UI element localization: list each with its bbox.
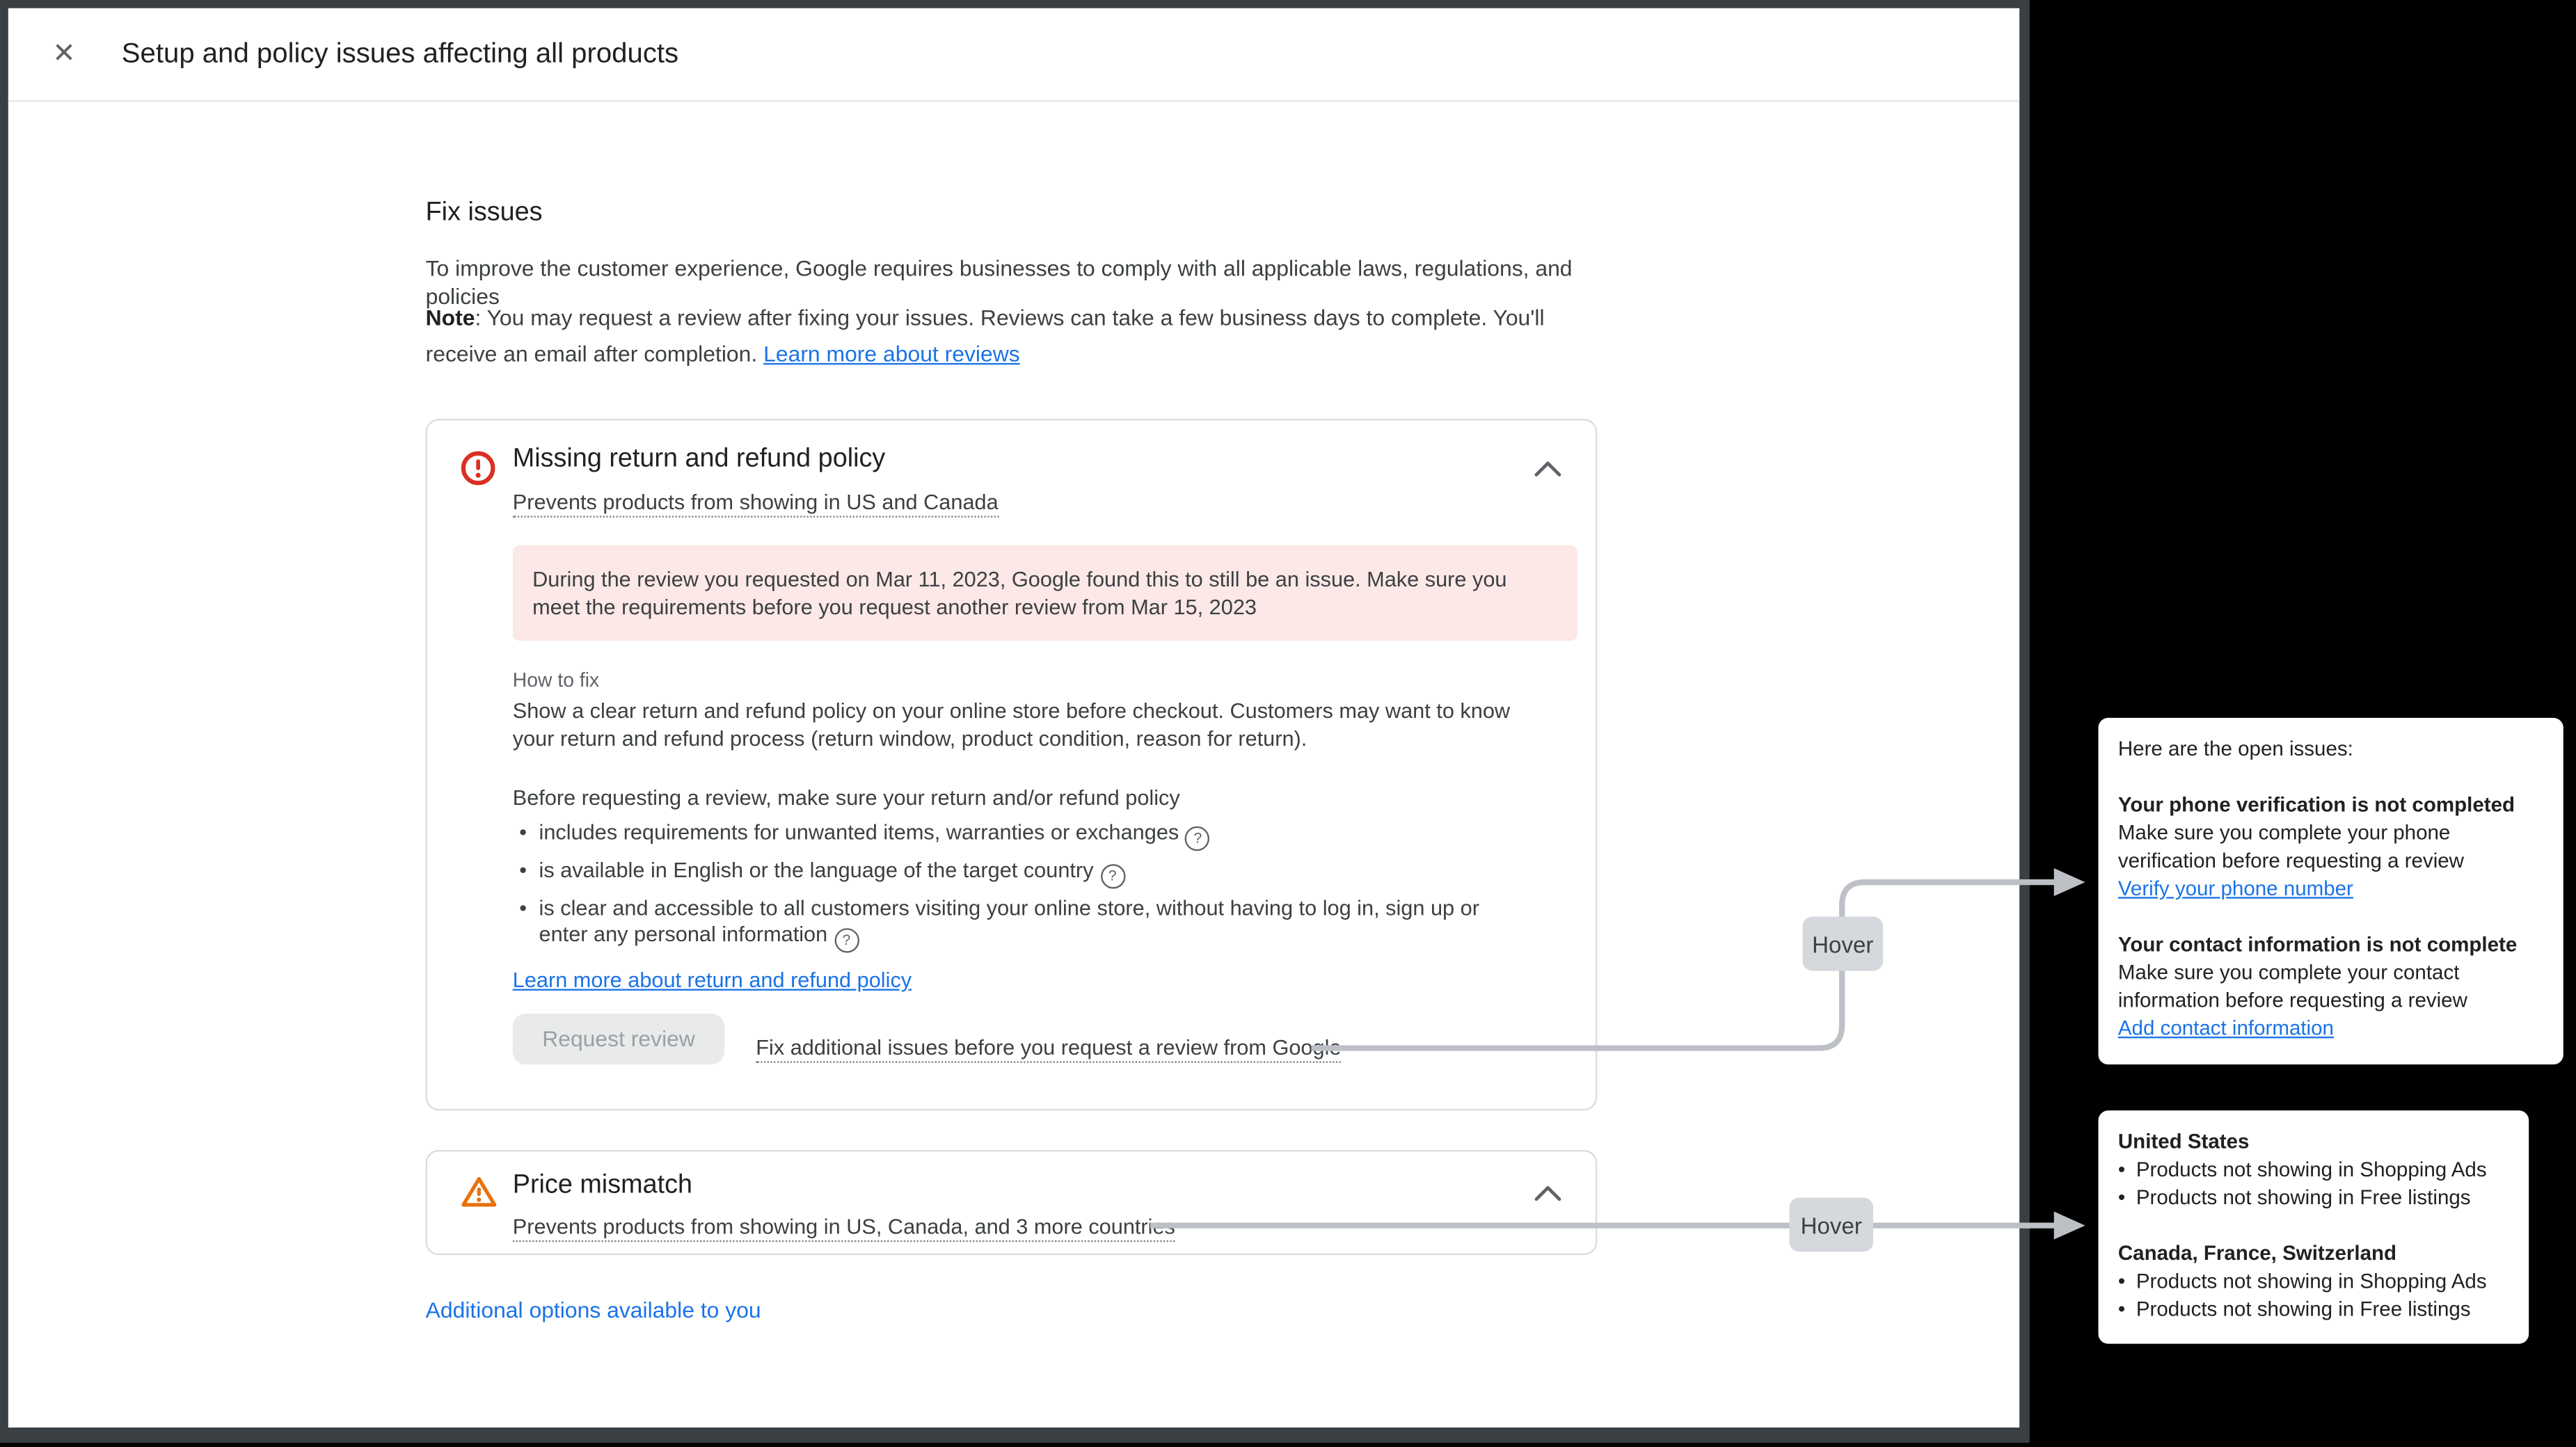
intro-text: To improve the customer experience, Google requires businesses to comply with all applicable laws, regulations, and policies	[425, 256, 1573, 309]
tooltip-section-title: Your phone verification is not completed	[2117, 793, 2515, 817]
arrowhead-icon	[2054, 868, 2085, 896]
issue-subtitle-hover-trigger[interactable]: Prevents products from showing in US and Canada	[513, 490, 999, 514]
hover-cursor-label: Hover	[1790, 1197, 1873, 1252]
policy-checklist	[519, 820, 1515, 959]
additional-options-link[interactable]: Additional options available to you	[425, 1297, 761, 1322]
tooltip-list-item: • Products not showing in Free listings	[2117, 1185, 2471, 1209]
help-icon[interactable]: ?	[1186, 826, 1210, 850]
issue-card-price-mismatch	[426, 1150, 1598, 1255]
checklist-item: • is available in English or the language of the target country ?	[519, 857, 1515, 888]
learn-more-return-refund-link[interactable]: Learn more about return and refund policy	[512, 967, 912, 993]
issue-card-return-refund-policy	[426, 419, 1598, 1110]
fix-issues-heading: Fix issues	[425, 198, 543, 227]
chevron-up-icon[interactable]	[1533, 456, 1563, 476]
tooltip-list-item: • Products not showing in Shopping Ads	[2117, 1158, 2487, 1181]
tooltip-section-body: Make sure you complete your contact information before requesting a review	[2117, 961, 2467, 1012]
issue-subtitle-hover-trigger[interactable]: Prevents products from showing in US, Canada, and 3 more countries	[513, 1214, 1175, 1238]
how-to-fix-text: Show a clear return and refund policy on your online store before checkout. Customers may want to know your return and refund process (return window, product condition, reason for return).	[512, 698, 1511, 750]
tooltip-section-body: Make sure you complete your phone verification before requesting a review	[2117, 821, 2464, 872]
dialog-title: Setup and policy issues affecting all products	[121, 38, 679, 70]
tooltip-section-title: Canada, France, Switzerland	[2117, 1242, 2397, 1265]
issue-title: Missing return and refund policy	[512, 445, 886, 474]
how-to-fix-label: How to fix	[512, 669, 600, 692]
tooltip-intro: Here are the open issues:	[2117, 737, 2353, 761]
close-icon[interactable]: ✕	[52, 38, 76, 70]
add-contact-information-link[interactable]: Add contact information	[2117, 1016, 2334, 1040]
learn-more-reviews-link[interactable]: Learn more about reviews	[763, 342, 1020, 367]
checklist-intro: Before requesting a review, make sure your return and/or refund policy	[512, 785, 1180, 810]
verify-phone-number-link[interactable]: Verify your phone number	[2117, 877, 2353, 901]
note-text: Note: You may request a review after fixing your issues. Reviews can take a few business days to complete. You'll receive an email after completion. Learn more about reviews	[425, 305, 1545, 367]
tooltip-section-title: Your contact information is not complete	[2117, 933, 2518, 957]
help-icon[interactable]: ?	[1100, 863, 1124, 888]
tooltip-list-item: • Products not showing in Free listings	[2117, 1297, 2471, 1321]
tooltip-list-item: • Products not showing in Shopping Ads	[2117, 1270, 2487, 1293]
checklist-item: • includes requirements for unwanted items, warranties or exchanges ?	[519, 820, 1515, 850]
review-alert-banner: During the review you requested on Mar 11, 2023, Google found this to still be an issue. Make sure you meet the requirements before you request another review from Mar 15, 2023	[513, 545, 1577, 641]
chevron-up-icon[interactable]	[1533, 1181, 1563, 1201]
arrowhead-icon	[2054, 1212, 2085, 1240]
tooltip-section-title: United States	[2117, 1130, 2250, 1153]
dialog-header	[8, 8, 2019, 102]
request-review-button[interactable]: Request review	[513, 1014, 725, 1064]
warning-icon	[460, 1174, 496, 1210]
help-icon[interactable]: ?	[834, 928, 859, 952]
issue-title: Price mismatch	[512, 1171, 692, 1199]
countries-tooltip	[2099, 1110, 2529, 1343]
error-icon	[460, 450, 496, 486]
hover-cursor-label: Hover	[1802, 917, 1883, 971]
fix-additional-issues-hover-trigger[interactable]: Fix additional issues before you request a review from Google	[756, 1035, 1341, 1060]
open-issues-tooltip	[2099, 718, 2563, 1064]
note-label: Note	[425, 305, 475, 330]
checklist-item: • is clear and accessible to all customers visiting your online store, without having to log in, sign up or enter any personal information ?	[519, 895, 1515, 952]
